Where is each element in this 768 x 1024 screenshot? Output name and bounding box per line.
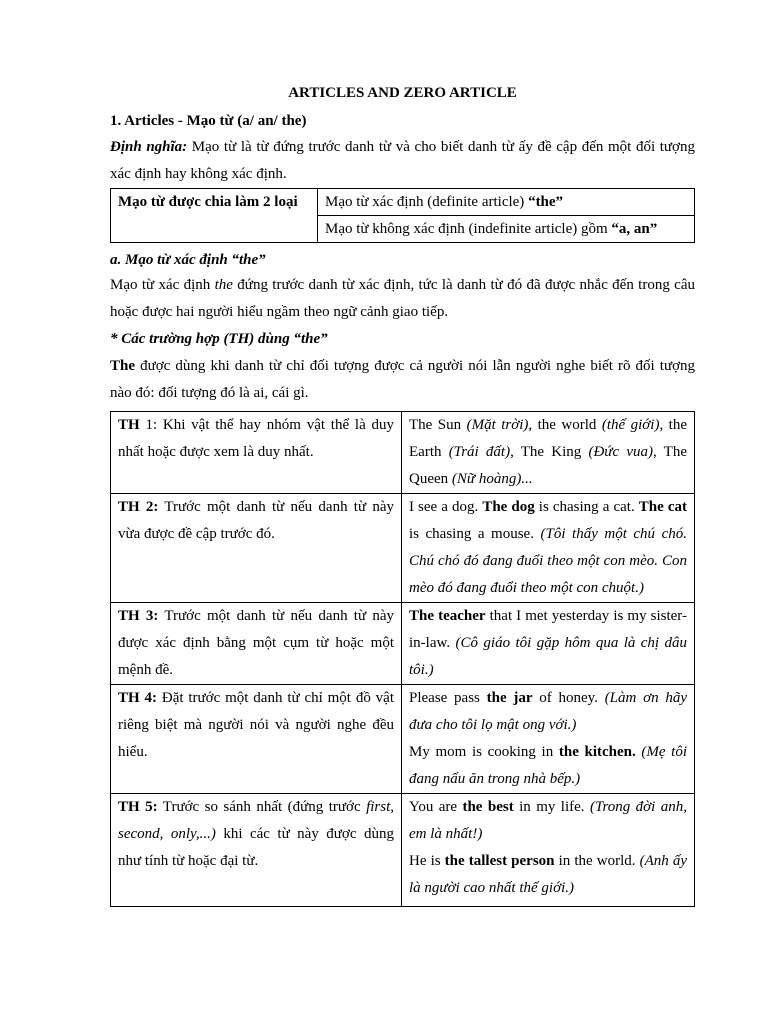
example-text-run: in my life. (513, 799, 590, 815)
page-title: ARTICLES AND ZERO ARTICLE (288, 85, 517, 101)
example-text-run: (thế giới) (601, 417, 660, 433)
example-text-run: The dog (482, 499, 535, 515)
example-text-run: (Tôi thấy một chú chó. Chú chó đó đang đuổi theo một con mèo. Con mèo đó đang đuổi theo một con chuột.) (409, 526, 687, 596)
example-text-run: (Mặt trời) (466, 417, 529, 433)
cases-heading: * Các trường hợp (TH) dùng “the” (110, 331, 328, 347)
definite-article-cell: Mạo từ xác định (definite article) “the” (318, 189, 695, 216)
example-text-run: the best (462, 799, 514, 815)
cases-table (110, 411, 695, 907)
case-3-description: TH 3: Trước một danh từ nếu danh từ này được xác định bằng một cụm từ hoặc một mệnh đề. (111, 603, 402, 685)
case-row-1 (111, 412, 695, 494)
case-5-example (402, 794, 695, 907)
example-text-run: the jar (486, 690, 533, 706)
document-page (110, 78, 695, 907)
case-3-example (402, 603, 695, 685)
example-text-run: is chasing a cat. (534, 499, 639, 515)
example-text-run: in the world. (554, 853, 640, 869)
example-text-run: (Anh ấy là người cao nhất thế giới.) (409, 853, 687, 896)
article-types-label: Mạo từ được chia làm 2 loại (111, 189, 318, 243)
example-text-run: The cat (638, 499, 687, 515)
example-text-run: I see a dog. (409, 499, 483, 515)
definite-paragraph: Mạo từ xác định the đứng trước danh từ xác định, tức là danh từ đó đã được nhắc đến trong câu hoặc được hai người hiểu ngầm theo ngữ cảnh giao tiếp. (110, 277, 696, 320)
example-text-run: , the Earth (409, 417, 688, 460)
example-text-run: (Làm ơn hãy đưa cho tôi lọ mật ong với.) (409, 690, 687, 733)
example-text-run: , The King (510, 444, 589, 460)
case-row-4 (111, 685, 695, 794)
example-text-run: The teacher (409, 608, 486, 624)
example-text-run: Please pass (409, 690, 487, 706)
example-text-run: (Trái đất) (448, 444, 511, 460)
case-2-example (402, 494, 695, 603)
example-text-run: (Đức vua) (588, 444, 653, 460)
case-5-description: TH 5: Trước so sánh nhất (đứng trước first, second, only,...) khi các từ này được dùng như tính từ hoặc đại từ. (111, 794, 402, 907)
indefinite-article-cell: Mạo từ không xác định (indefinite article) gồm “a, an” (318, 216, 695, 243)
case-row-5 (111, 794, 695, 907)
article-types-table (110, 188, 695, 243)
case-row-3 (111, 603, 695, 685)
example-text-run: that I met yesterday is my sister-in-law. (409, 608, 687, 651)
example-text-run: He is (409, 853, 445, 869)
example-text-run: , the world (528, 417, 602, 433)
section-heading-definite: a. Mạo từ xác định “the” (110, 252, 266, 268)
case-row-2 (111, 494, 695, 603)
case-4-example (402, 685, 695, 794)
example-text-run: (Cô giáo tôi gặp hôm qua là chị dâu tôi.) (409, 635, 687, 678)
example-text-run: The Sun (409, 417, 467, 433)
the-usage-paragraph: The được dùng khi danh từ chỉ đối tượng được cả người nói lẫn người nghe biết rõ đối tượng nào đó: đối tượng đó là ai, cái gì. (110, 358, 695, 401)
example-text-run: (Mẹ tôi đang nấu ăn trong nhà bếp.) (409, 744, 688, 787)
example-text-run: My mom is cooking in (409, 744, 559, 760)
example-text-run: (Nữ hoàng)... (451, 471, 533, 487)
case-1-description: TH 1: Khi vật thể hay nhóm vật thể là duy nhất hoặc được xem là duy nhất. (111, 412, 402, 494)
example-text-run: of honey. (532, 690, 605, 706)
definition-label: Định nghĩa: (110, 139, 188, 155)
example-text-run: You are (409, 799, 463, 815)
example-text-run: the tallest person (444, 853, 555, 869)
example-text-run: , The Queen (409, 444, 687, 487)
section-heading-articles: 1. Articles - Mạo từ (a/ an/ the) (110, 113, 307, 129)
case-1-example (402, 412, 695, 494)
definition-text: Mạo từ là từ đứng trước danh từ và cho biết danh từ ấy đề cập đến một đối tượng xác định hay không xác định. (110, 139, 695, 182)
example-text-run: is chasing a mouse. (409, 526, 541, 542)
case-4-description: TH 4: Đặt trước một danh từ chỉ một đồ vật riêng biệt mà người nói và người nghe đều hiểu. (111, 685, 402, 794)
case-2-description: TH 2: Trước một danh từ nếu danh từ này vừa được đề cập trước đó. (111, 494, 402, 603)
example-text-run: (Trong đời anh, em là nhất!) (409, 799, 687, 842)
definition-paragraph (110, 134, 695, 188)
example-text-run: the kitchen. (558, 744, 636, 760)
